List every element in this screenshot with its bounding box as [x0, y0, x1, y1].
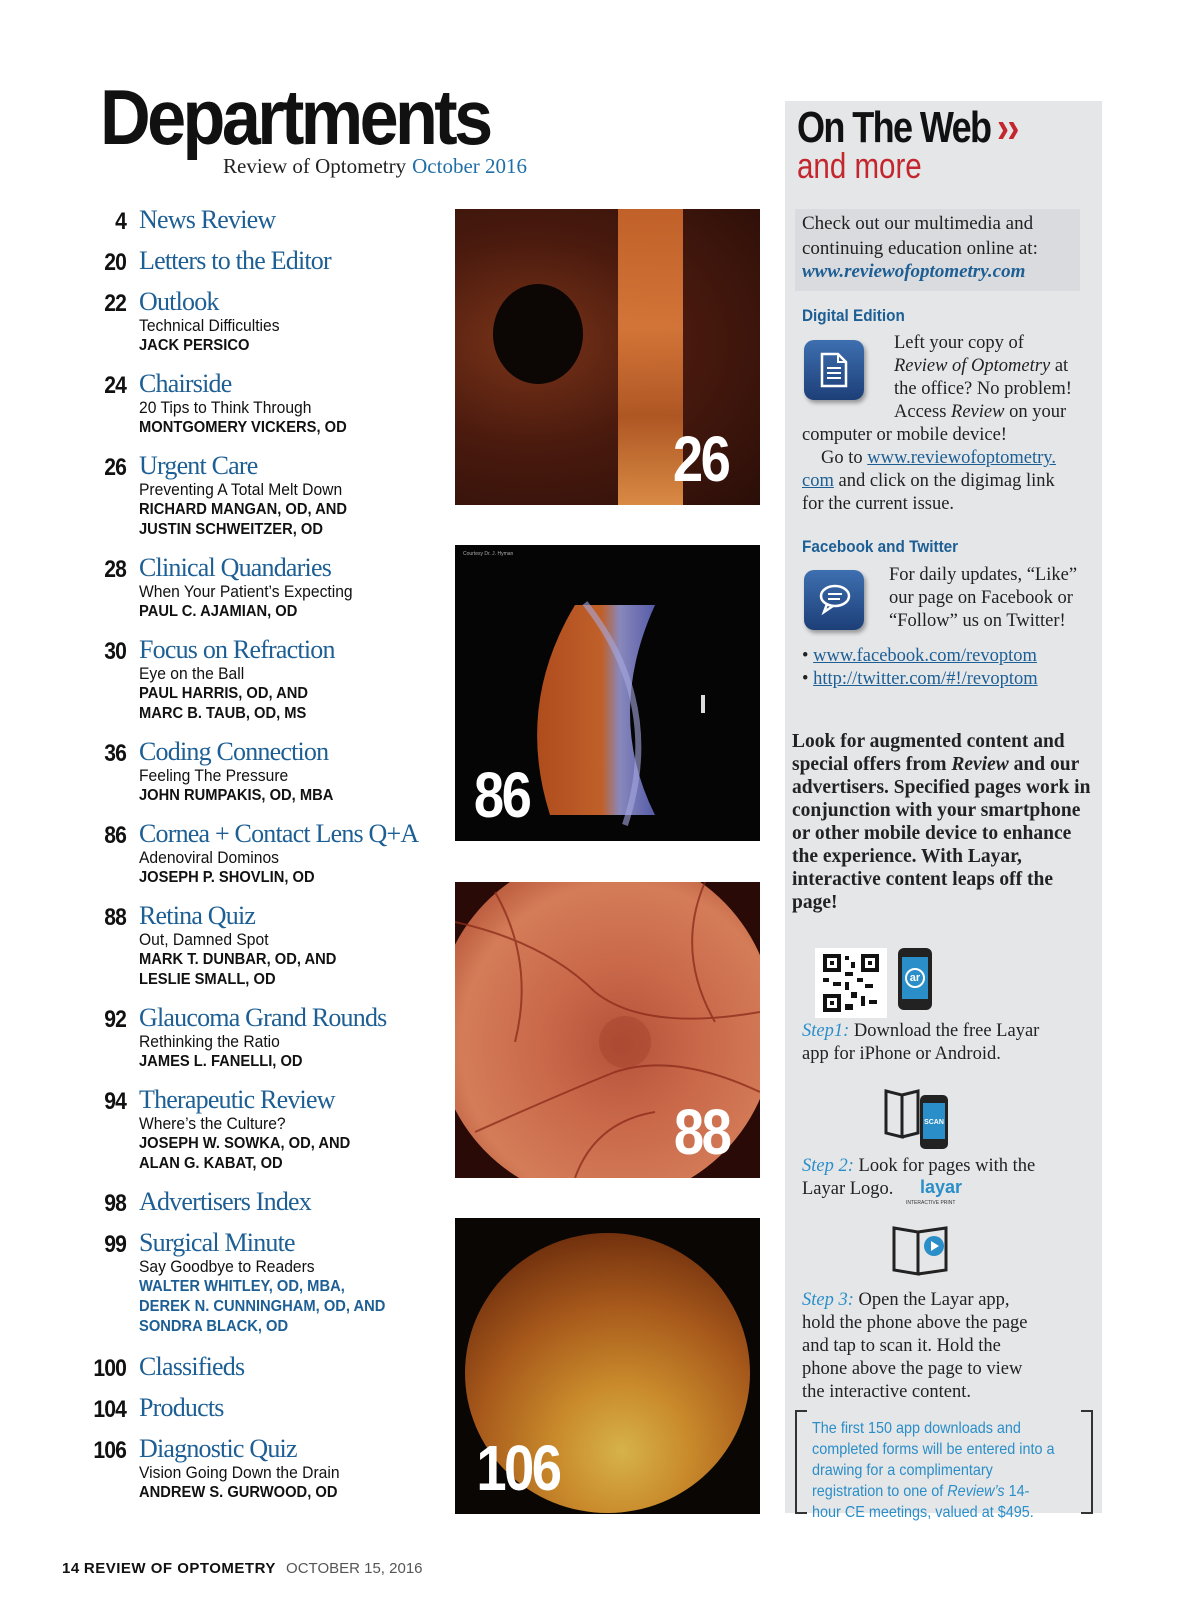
page-footer: [62, 1560, 423, 1577]
right-bracket: [1081, 1410, 1093, 1514]
toc-author: JOHN RUMPAKIS, OD, MBA: [139, 787, 334, 804]
book-scan-icon: [882, 1085, 954, 1153]
toc-page-number: 26: [104, 454, 126, 481]
toc-page-number: 20: [104, 249, 126, 276]
qr-code-icon: [815, 948, 887, 1018]
toc-title[interactable]: Therapeutic Review: [139, 1085, 335, 1114]
toc-author: ANDREW S. GURWOOD, OD: [139, 1484, 338, 1501]
toc-title[interactable]: Clinical Quandaries: [139, 553, 332, 582]
toc-title[interactable]: Products: [139, 1393, 224, 1422]
toc-page-number: 86: [104, 822, 126, 849]
publication-line: [223, 154, 527, 179]
photo-diagnostic[interactable]: [455, 1218, 760, 1514]
toc-page-number: 99: [104, 1231, 126, 1258]
toc-page-number: 22: [104, 290, 126, 317]
digimag-link[interactable]: www.reviewofoptometry.: [867, 448, 1056, 468]
scan-label: SCAN: [924, 1119, 944, 1126]
toc-author: JUSTIN SCHWEITZER, OD: [139, 521, 324, 538]
toc-page-number: 94: [104, 1088, 126, 1115]
toc-title[interactable]: Focus on Refraction: [139, 635, 335, 664]
toc-title[interactable]: Letters to the Editor: [139, 246, 331, 275]
toc-title[interactable]: Surgical Minute: [139, 1228, 295, 1257]
sidebar-subtitle: and more: [797, 145, 922, 186]
step-3-text: Step 3: Open the Layar app, hold the phone above the page and tap to scan it. Hold the phone above the page to view the interactive content.: [802, 1290, 1028, 1402]
issue-date: October 2016: [412, 154, 528, 178]
toc-subtitle: Out, Damned Spot: [139, 930, 269, 949]
toc-author: JOSEPH W. SOWKA, OD, AND: [139, 1135, 351, 1152]
toc-title[interactable]: Advertisers Index: [139, 1187, 311, 1216]
social-text: For daily updates, “Like” our page on Facebook or “Follow” us on Twitter!: [889, 565, 1078, 631]
toc-title[interactable]: Outlook: [139, 287, 219, 316]
toc-title[interactable]: News Review: [139, 205, 276, 234]
toc-subtitle: Feeling The Pressure: [139, 766, 289, 785]
toc-author: JACK PERSICO: [139, 337, 250, 354]
publication-name: Review of Optometry: [223, 154, 407, 178]
chevron-right-icon: ››: [996, 103, 1018, 152]
toc-page-number: 98: [104, 1190, 126, 1217]
toc-subtitle: Rethinking the Ratio: [139, 1032, 280, 1051]
toc-author: SONDRA BLACK, OD: [139, 1318, 289, 1335]
photo-pupil: [493, 284, 583, 384]
toc-author: WALTER WHITLEY, OD, MBA,: [139, 1278, 345, 1295]
toc-subtitle: Eye on the Ball: [139, 664, 245, 683]
toc-page-number: 28: [104, 556, 126, 583]
step-2-text: Step 2: Look for pages with the Layar Logo.: [802, 1156, 1036, 1199]
toc-author: DEREK N. CUNNINGHAM, OD, AND: [139, 1298, 386, 1315]
toc-author: MONTGOMERY VICKERS, OD: [139, 419, 347, 436]
toc-subtitle: Vision Going Down the Drain: [139, 1463, 340, 1482]
toc-author: RICHARD MANGAN, OD, AND: [139, 501, 347, 518]
contest-note-text: The first 150 app downloads and completed forms will be entered into a drawing for a complimentary registration to one of Review’s 14-hour CE meetings, valued at $495.: [812, 1420, 1055, 1521]
toc-subtitle: Say Goodbye to Readers: [139, 1257, 315, 1276]
toc-author: LESLIE SMALL, OD: [139, 971, 276, 988]
layar-logo: layar: [920, 1177, 963, 1197]
augmented-content-text: Look for augmented content and special offers from Review and our advertisers. Specified pages work in conjunction with your smartphone or other mobile device to enhance the experience. With Layar, interactive content leaps off the page!: [792, 731, 1091, 913]
toc-author: MARC B. TAUB, OD, MS: [139, 705, 307, 722]
toc-title[interactable]: Classifieds: [139, 1352, 245, 1381]
photo-page-number: 86: [473, 759, 530, 831]
toc-author: JAMES L. FANELLI, OD: [139, 1053, 303, 1070]
toc-subtitle: Where’s the Culture?: [139, 1114, 286, 1133]
photo-credit: Courtesy Dr. J. Hyman: [463, 551, 514, 557]
toc-page-number: 106: [93, 1437, 126, 1464]
toc-author: MARK T. DUNBAR, OD, AND: [139, 951, 337, 968]
toc-subtitle: Preventing A Total Melt Down: [139, 480, 343, 499]
toc-page-number: 88: [104, 904, 126, 931]
toc-page-number: 104: [93, 1396, 126, 1423]
photo-page-number: 26: [672, 423, 729, 495]
toc-page-number: 30: [104, 638, 126, 665]
toc-title[interactable]: Chairside: [139, 369, 232, 398]
toc-subtitle: When Your Patient’s Expecting: [139, 582, 353, 601]
footer-date: OCTOBER 15, 2016: [286, 1560, 423, 1577]
digital-edition-heading: Digital Edition: [802, 306, 905, 325]
chat-bubble-icon: [804, 570, 864, 630]
document-icon: [804, 340, 864, 400]
photo-page-number: 106: [476, 1432, 560, 1504]
toc-page-number: 4: [115, 208, 126, 235]
footer-page-number: 14: [62, 1560, 80, 1577]
twitter-link[interactable]: http://twitter.com/#!/revoptom: [813, 669, 1038, 689]
toc-title[interactable]: Retina Quiz: [139, 901, 256, 930]
toc-title[interactable]: Urgent Care: [139, 451, 258, 480]
toc-page-number: 92: [104, 1006, 126, 1033]
website-link[interactable]: www.reviewofoptometry.com: [802, 261, 1026, 282]
toc-author: PAUL HARRIS, OD, AND: [139, 685, 309, 702]
photo-urgent-care[interactable]: [455, 209, 760, 505]
phone-icon: [898, 948, 932, 1010]
toc-title[interactable]: Cornea + Contact Lens Q+A: [139, 819, 419, 848]
left-bracket: [795, 1410, 807, 1514]
facebook-link[interactable]: www.facebook.com/revoptom: [813, 646, 1037, 666]
layar-badge: ar: [905, 968, 925, 988]
toc-subtitle: 20 Tips to Think Through: [139, 398, 312, 417]
digital-edition-text-2: Access Review on your: [894, 402, 1067, 422]
digital-edition-text: Left your copy of Review of Optometry at the office? No problem!: [894, 333, 1072, 399]
sidebar-title: On The Web ››: [797, 103, 1018, 152]
toc-page-number: 36: [104, 740, 126, 767]
footer-magazine: REVIEW OF OPTOMETRY: [83, 1560, 276, 1577]
page-title: Departments: [100, 73, 490, 161]
toc-subtitle: Technical Difficulties: [139, 316, 280, 335]
digimag-link-cont[interactable]: com: [802, 471, 834, 491]
toc-author: ALAN G. KABAT, OD: [139, 1155, 283, 1172]
toc-page-number: 24: [104, 372, 126, 399]
digital-edition-text-3: computer or mobile device! Go to www.reviewofoptometry. com and click on the digimag link for the current issue.: [802, 425, 1056, 514]
toc-author: JOSEPH P. SHOVLIN, OD: [139, 869, 315, 886]
photo-cornea[interactable]: [455, 545, 760, 841]
toc-subtitle: Adenoviral Dominos: [139, 848, 279, 867]
toc-title[interactable]: Coding Connection: [139, 737, 329, 766]
layar-tagline: INTERACTIVE PRINT: [906, 1200, 956, 1206]
toc-title[interactable]: Diagnostic Quiz: [139, 1434, 297, 1463]
book-play-icon: [890, 1222, 950, 1278]
step-1-text: Step1: Download the free Layar app for iPhone or Android.: [802, 1021, 1040, 1064]
toc-page-number: 100: [93, 1355, 126, 1382]
social-links: • www.facebook.com/revoptom • http://twitter.com/#!/revoptom: [802, 646, 1038, 689]
social-heading: Facebook and Twitter: [802, 537, 959, 556]
photo-page-number: 88: [673, 1096, 730, 1168]
toc-title[interactable]: Glaucoma Grand Rounds: [139, 1003, 387, 1032]
photo-retina[interactable]: [455, 882, 760, 1178]
toc-author: PAUL C. AJAMIAN, OD: [139, 603, 298, 620]
web-intro-text: Check out our multimedia and continuing education online at:: [802, 213, 1038, 259]
